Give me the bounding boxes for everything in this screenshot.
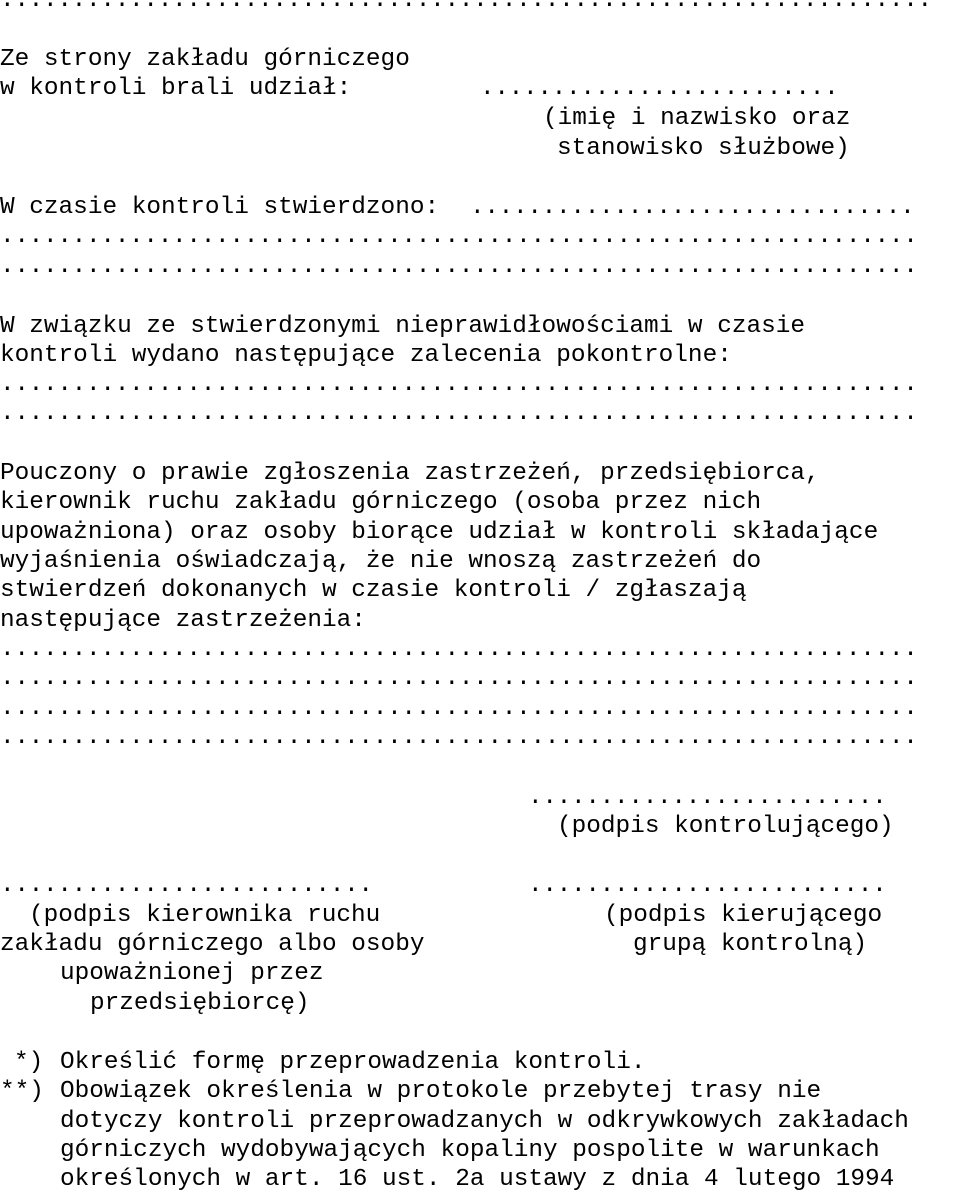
findings-dotted-line-1[interactable]: ................................................................	[0, 223, 918, 250]
objections-text-line-3: upoważniona) oraz osoby biorące udział w kontroli składające	[0, 519, 879, 546]
footnote-2-text-line-2: dotyczy kontroli przeprowadzanych w odkrywkowych zakładach	[60, 1108, 909, 1135]
objections-text-line-4: wyjaśnienia oświadczają, że nie wnoszą zastrzeżeń do	[0, 548, 762, 575]
recommendations-text-line-2: kontroli wydano następujące zalecenia pokontrolne:	[0, 342, 732, 369]
objections-dotted-line-1[interactable]: ................................................................	[0, 636, 918, 663]
footnote-2-text-line-3: górniczych wydobywających kopaliny pospolite w warunkach	[60, 1137, 880, 1164]
objections-dotted-line-4[interactable]: ................................................................	[0, 724, 918, 751]
inspector-signature-label: (podpis kontrolującego)	[557, 813, 894, 840]
footnote-2-text-line-1: Obowiązek określenia w protokole przebytej trasy nie	[60, 1078, 822, 1105]
mine-manager-signature-label-line-3: upoważnionej przez	[60, 960, 324, 987]
participants-label-line-2: w kontroli brali udział:	[0, 75, 352, 102]
objections-dotted-line-2[interactable]: ................................................................	[0, 665, 918, 692]
mine-manager-signature-field[interactable]: ..........................	[0, 872, 373, 899]
dotted-line-top: .................................................................	[0, 0, 932, 14]
footnote-1-text: Określić formę przeprowadzenia kontroli.	[60, 1049, 646, 1076]
team-leader-signature-field[interactable]: .........................	[528, 872, 887, 899]
team-leader-signature-label-line-2: grupą kontrolną)	[633, 931, 868, 958]
findings-dotted-line-2[interactable]: ................................................................	[0, 253, 918, 280]
participants-label-line-1: Ze strony zakładu górniczego	[0, 46, 410, 73]
objections-dotted-line-3[interactable]: ................................................................	[0, 695, 918, 722]
findings-dotted-field-inline[interactable]: ...............................	[470, 194, 915, 221]
footnote-2-marker: **)	[0, 1078, 44, 1105]
inspector-signature-field[interactable]: .........................	[528, 784, 887, 811]
participants-hint-line-1: (imię i nazwisko oraz	[543, 105, 851, 132]
findings-label: W czasie kontroli stwierdzono:	[0, 194, 440, 221]
recommendations-dotted-line-2[interactable]: ................................................................	[0, 400, 918, 427]
mine-manager-signature-label-line-4: przedsiębiorcę)	[90, 990, 310, 1017]
mine-manager-signature-label-line-2: zakładu górniczego albo osoby	[0, 931, 425, 958]
recommendations-text-line-1: W związku ze stwierdzonymi nieprawidłowościami w czasie	[0, 313, 806, 340]
objections-text-line-1: Pouczony o prawie zgłoszenia zastrzeżeń, przedsiębiorca,	[0, 460, 820, 487]
participants-dotted-field[interactable]: .........................	[480, 75, 839, 102]
objections-text-line-5: stwierdzeń dokonanych w czasie kontroli / zgłaszają	[0, 577, 747, 604]
footnote-1-marker: *)	[14, 1049, 44, 1076]
objections-text-line-2: kierownik ruchu zakładu górniczego (osoba przez nich	[0, 489, 762, 516]
recommendations-dotted-line-1[interactable]: ................................................................	[0, 371, 918, 398]
participants-hint-line-2: stanowisko służbowe)	[557, 135, 850, 162]
mine-manager-signature-label-line-1: (podpis kierownika ruchu	[29, 902, 381, 929]
objections-text-line-6: następujące zastrzeżenia:	[0, 607, 366, 634]
footnote-2-text-line-4: określonych w art. 16 ust. 2a ustawy z dnia 4 lutego 1994	[60, 1166, 895, 1193]
team-leader-signature-label-line-1: (podpis kierującego	[604, 902, 883, 929]
